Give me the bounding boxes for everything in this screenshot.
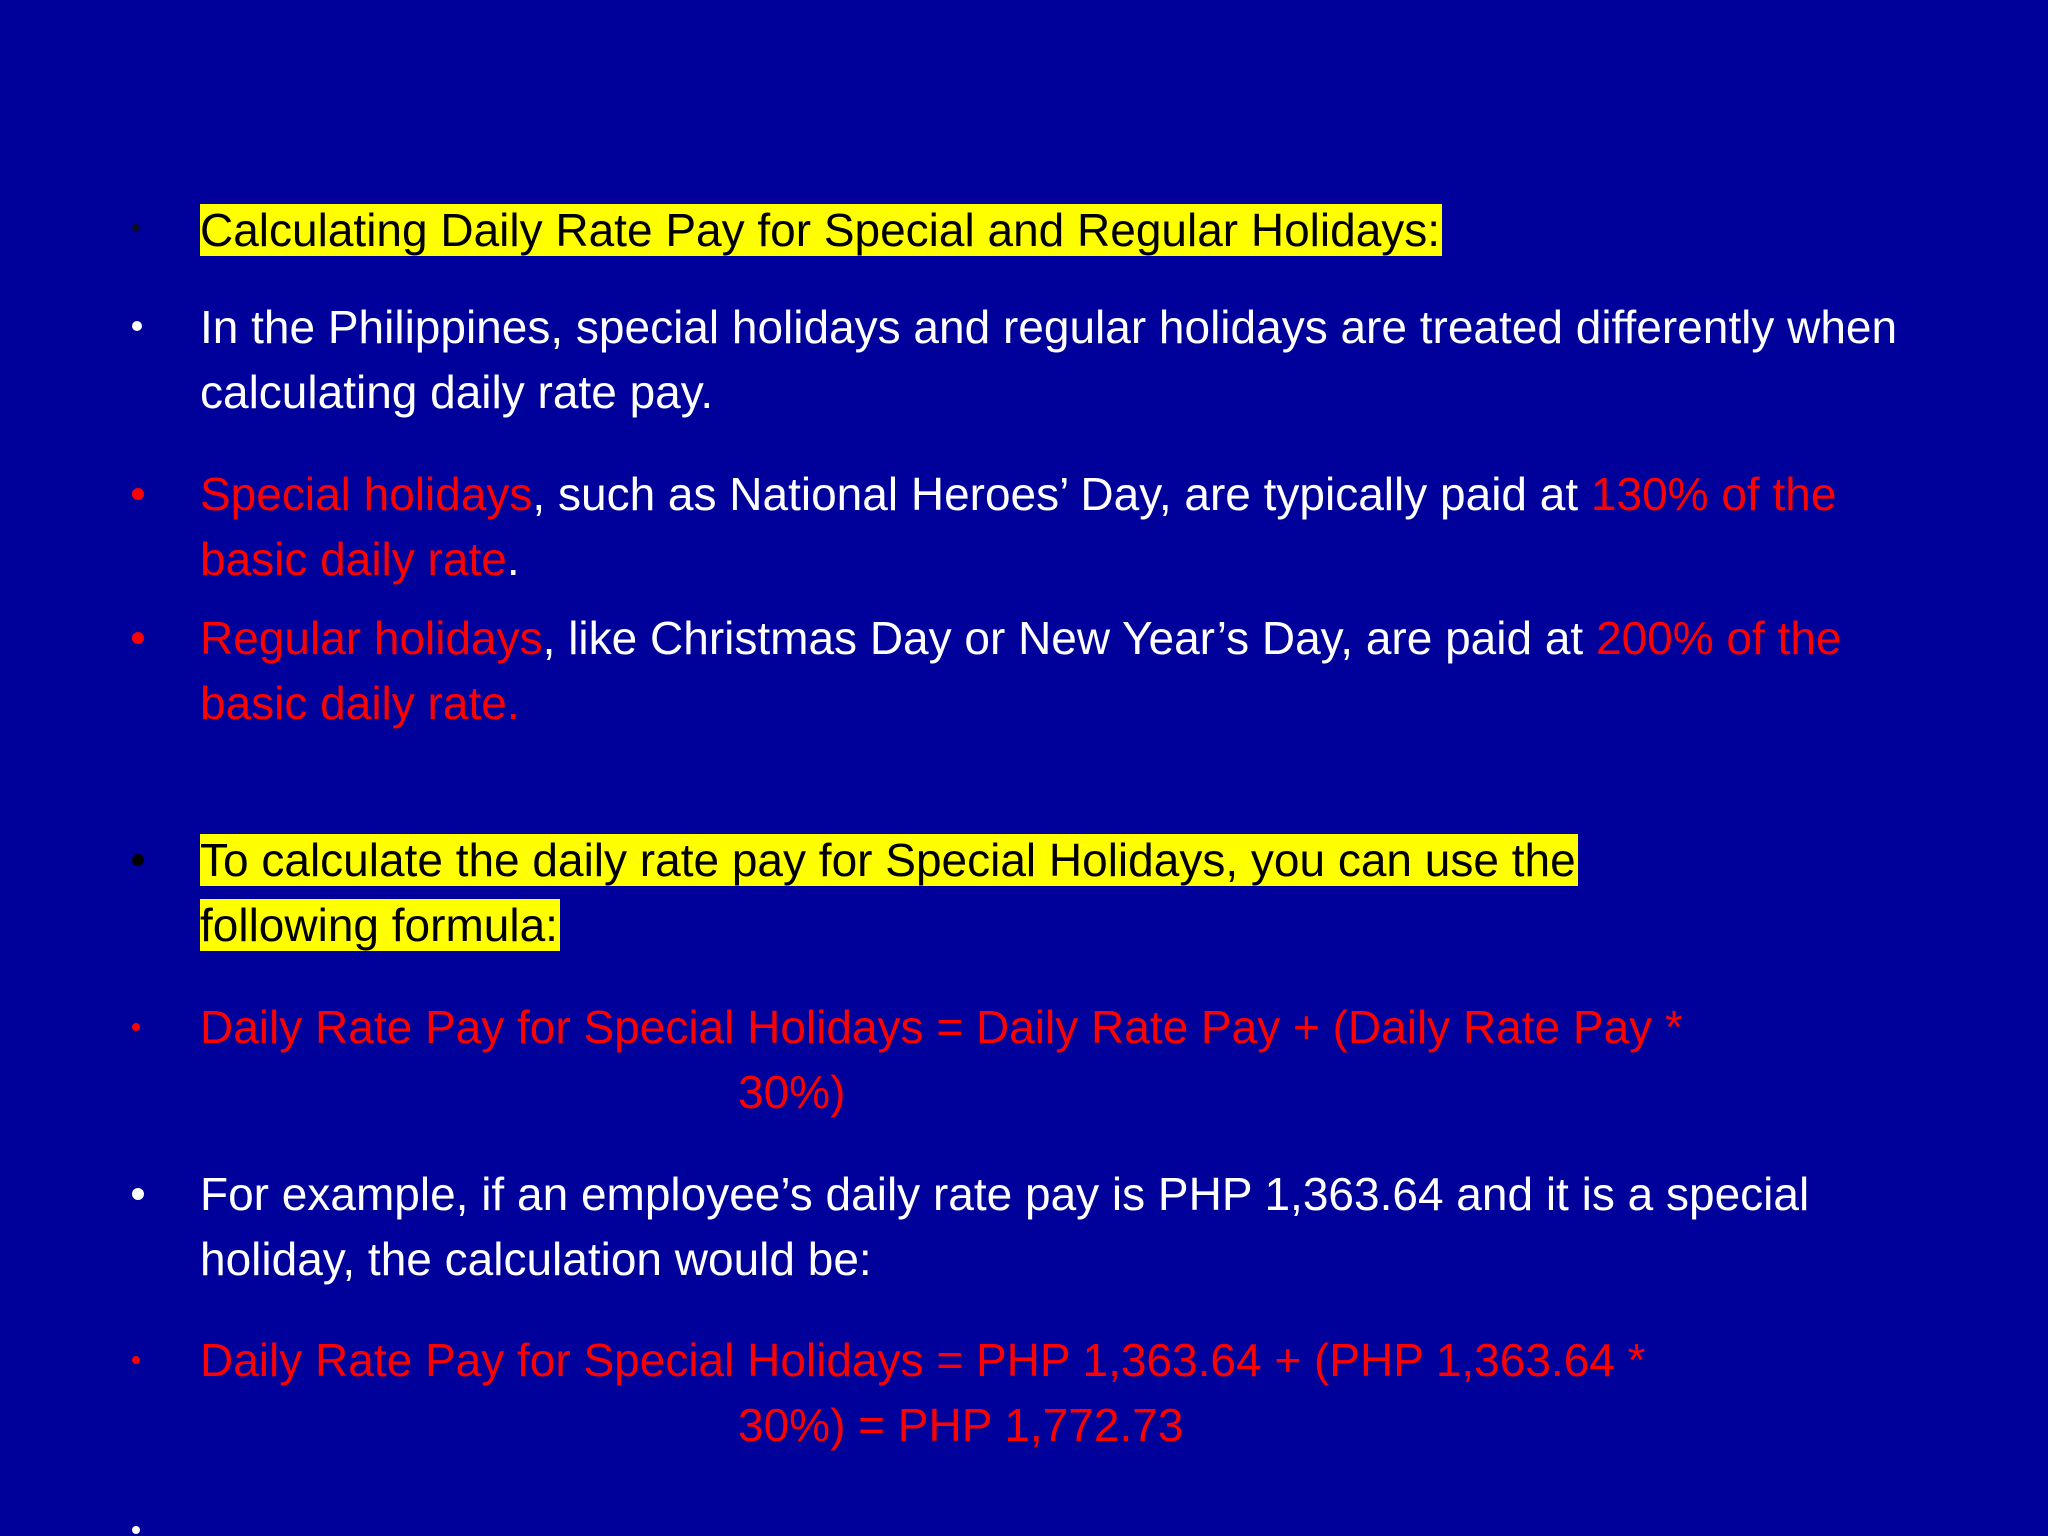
bullet xyxy=(132,488,144,500)
calc-line1: Daily Rate Pay for Special Holidays = PHP 1,363.64 + (PHP 1,363.64 * xyxy=(200,1334,1646,1386)
formula-intro xyxy=(200,828,1920,958)
calc-line2: 30%) = PHP 1,772.73 xyxy=(738,1399,1184,1451)
example-text: For example, if an employee’s daily rate pay is PHP 1,363.64 and it is a special holiday, the calculation would be: xyxy=(200,1168,1810,1285)
special-middle: , such as National Heroes’ Day, are typically paid at xyxy=(532,468,1591,520)
calculation xyxy=(200,1328,1920,1458)
bullet xyxy=(132,1356,140,1364)
bullet xyxy=(132,1023,140,1031)
heading-text: Calculating Daily Rate Pay for Special and Regular Holidays: xyxy=(200,204,1441,256)
formula-intro-line1: To calculate the daily rate pay for Special Holidays, you can use the xyxy=(200,834,1576,886)
regular-holidays-text xyxy=(200,606,1920,736)
formula-line1: Daily Rate Pay for Special Holidays = Daily Rate Pay + (Daily Rate Pay * xyxy=(200,1001,1683,1053)
special-holidays-text xyxy=(200,462,1920,592)
formula-line2: 30%) xyxy=(738,1066,846,1118)
bullet xyxy=(132,1188,144,1200)
regular-middle: , like Christmas Day or New Year’s Day, are paid at xyxy=(542,612,1596,664)
regular-rate: 200% of the basic daily rate. xyxy=(200,612,1842,729)
formula xyxy=(200,995,1920,1125)
intro-text: In the Philippines, special holidays and regular holidays are treated differently when calculating daily rate pay. xyxy=(200,301,1898,418)
formula-intro-line2: following formula: xyxy=(200,899,558,951)
regular-term: Regular holidays xyxy=(200,612,543,664)
bullet xyxy=(132,224,140,232)
bullet xyxy=(132,854,144,866)
special-term: Special holidays xyxy=(200,468,533,520)
bullet xyxy=(132,1526,140,1534)
heading xyxy=(200,198,1920,263)
bullet xyxy=(132,632,144,644)
bullet xyxy=(132,321,142,331)
special-end: . xyxy=(506,533,520,585)
special-rate: 130% of the basic daily rate xyxy=(200,468,1837,585)
